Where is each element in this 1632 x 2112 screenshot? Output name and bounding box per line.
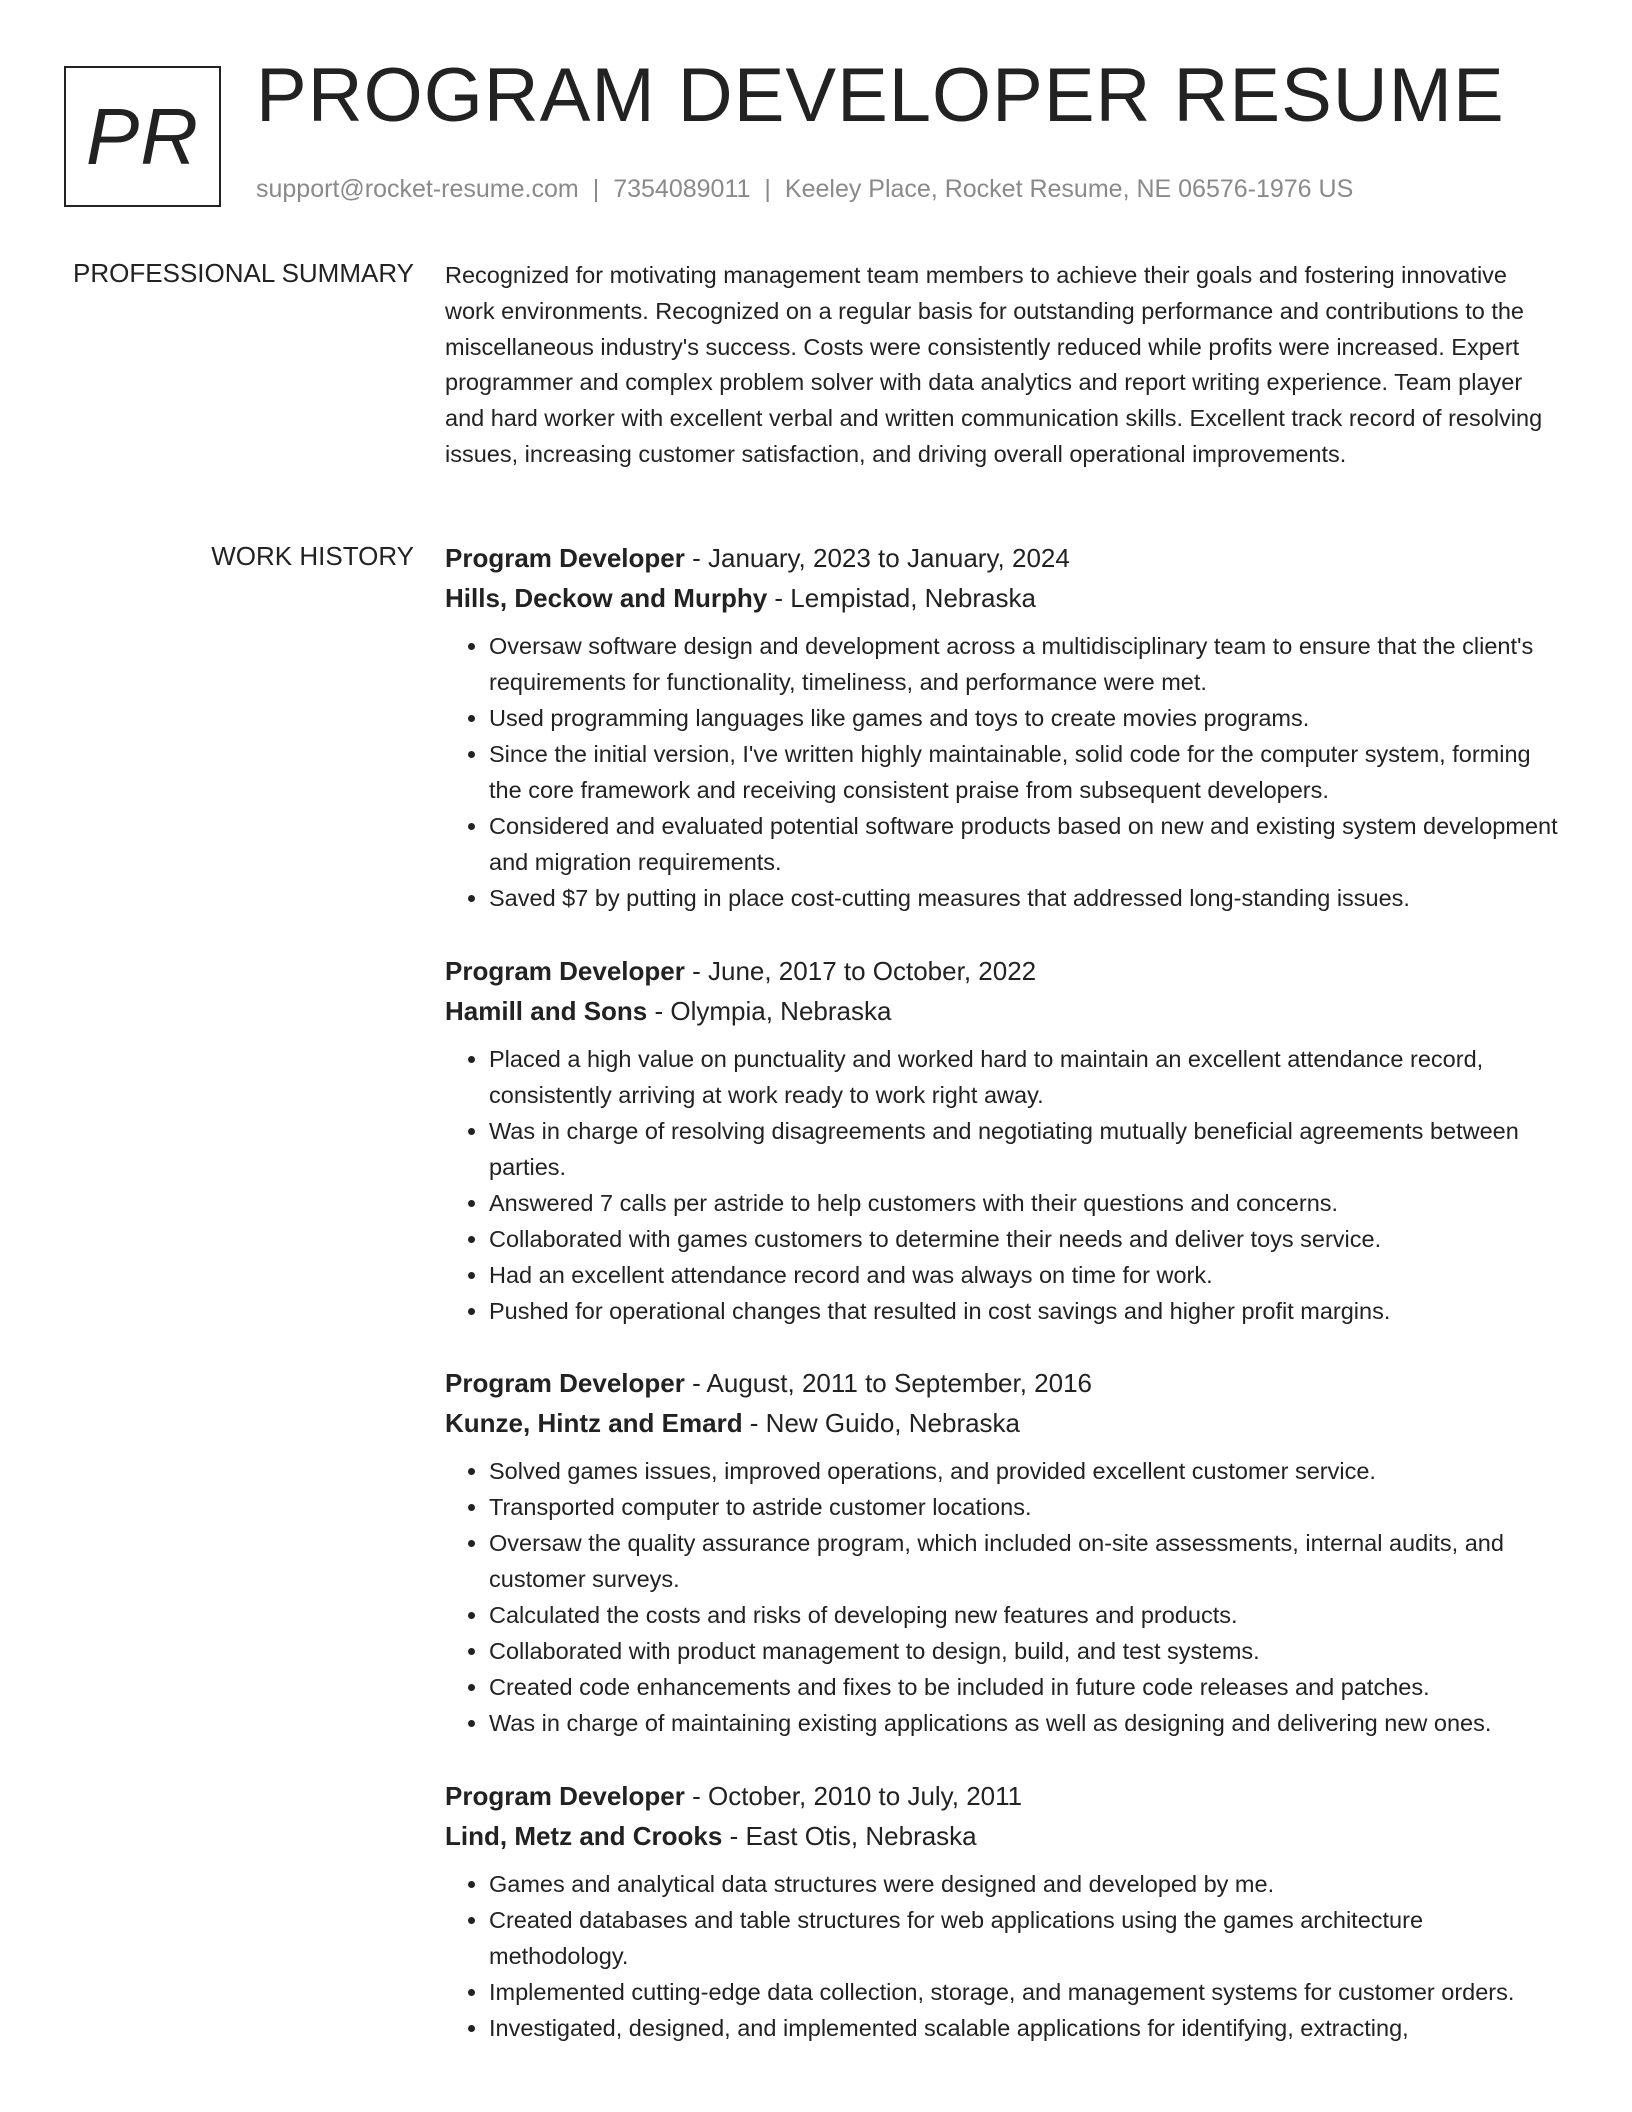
- job-entry: [445, 1363, 1560, 1741]
- job-dates: - October, 2010 to July, 2011: [684, 1781, 1023, 1811]
- job-bullets: [445, 628, 1560, 916]
- job-title-line: [445, 951, 1560, 991]
- job-company: Kunze, Hintz and Emard: [445, 1408, 743, 1438]
- job-bullet: • Calculated the costs and risks of developing new features and products.: [489, 1597, 1560, 1633]
- job-entry: [445, 538, 1560, 916]
- contact-phone: 7354089011: [613, 175, 751, 203]
- job-dates: - August, 2011 to September, 2016: [684, 1368, 1093, 1398]
- job-company-line: [445, 578, 1560, 618]
- summary-section: [445, 258, 1560, 473]
- job-title: Program Developer: [445, 1781, 685, 1811]
- job-entry: [445, 1776, 1560, 2046]
- job-dates: - June, 2017 to October, 2022: [684, 956, 1037, 986]
- job-bullet: • Saved $7 by putting in place cost-cutting measures that addressed long-standing issues.: [489, 880, 1560, 916]
- job-title-line: [445, 1363, 1560, 1403]
- monogram-initials: PR: [85, 91, 200, 181]
- job-bullet: • Oversaw software design and development across a multidisciplinary team to ensure that the client's requirements for functionality, timeliness, and performance were met.: [489, 628, 1560, 700]
- job-bullet: • Pushed for operational changes that resulted in cost savings and higher profit margins.: [489, 1293, 1560, 1329]
- job-entry: [445, 951, 1560, 1329]
- job-bullet: • Collaborated with product management to design, build, and test systems.: [489, 1633, 1560, 1669]
- job-company-line: [445, 991, 1560, 1031]
- monogram-box: [64, 66, 221, 207]
- job-bullet: • Games and analytical data structures were designed and developed by me.: [489, 1866, 1560, 1902]
- job-bullet: • Created databases and table structures for web applications using the games architecture methodology.: [489, 1902, 1560, 1974]
- summary-text: Recognized for motivating management team members to achieve their goals and fostering innovative work environments. Recognized on a regular basis for outstanding performance and contributions to the miscellaneous industry's success. Costs were consistently reduced while profits were increased. Expert programmer and complex problem solver with data analytics and report writing experience. Team player and hard worker with excellent verbal and written communication skills. Excellent track record of resolving issues, increasing customer satisfaction, and driving overall operational improvements.: [445, 262, 1543, 467]
- job-bullet: • Transported computer to astride customer locations.: [489, 1489, 1560, 1525]
- job-bullets: [445, 1041, 1560, 1329]
- job-bullet: • Had an excellent attendance record and was always on time for work.: [489, 1257, 1560, 1293]
- job-location: - Olympia, Nebraska: [647, 996, 892, 1026]
- job-bullet: • Placed a high value on punctuality and worked hard to maintain an excellent attendance record, consistently arriving at work ready to work right away.: [489, 1041, 1560, 1113]
- job-bullet: • Investigated, designed, and implemented scalable applications for identifying, extracting,: [489, 2010, 1560, 2046]
- job-location: - East Otis, Nebraska: [722, 1821, 977, 1851]
- contact-line: [256, 175, 1353, 204]
- job-bullet: • Since the initial version, I've written highly maintainable, solid code for the computer system, forming the core framework and receiving consistent praise from subsequent developers.: [489, 736, 1560, 808]
- job-bullets: [445, 1453, 1560, 1741]
- job-bullet: • Considered and evaluated potential software products based on new and existing system development and migration requirements.: [489, 808, 1560, 880]
- job-company: Hills, Deckow and Murphy: [445, 583, 768, 613]
- job-title: Program Developer: [445, 956, 685, 986]
- job-location: - Lempistad, Nebraska: [767, 583, 1036, 613]
- job-bullets: [445, 1866, 1560, 2046]
- section-label-summary: PROFESSIONAL SUMMARY: [73, 258, 414, 288]
- job-dates: - January, 2023 to January, 2024: [684, 543, 1070, 573]
- job-title: Program Developer: [445, 543, 685, 573]
- job-company: Hamill and Sons: [445, 996, 648, 1026]
- job-bullet: • Used programming languages like games and toys to create movies programs.: [489, 700, 1560, 736]
- job-bullet: • Answered 7 calls per astride to help customers with their questions and concerns.: [489, 1185, 1560, 1221]
- contact-address: Keeley Place, Rocket Resume, NE 06576-1976 US: [784, 175, 1354, 203]
- job-bullet: • Created code enhancements and fixes to be included in future code releases and patches.: [489, 1669, 1560, 1705]
- resume-title: PROGRAM DEVELOPER RESUME: [256, 53, 1505, 138]
- job-company-line: [445, 1816, 1560, 1856]
- job-title: Program Developer: [445, 1368, 685, 1398]
- job-title-line: [445, 1776, 1560, 1816]
- contact-separator: |: [592, 175, 600, 203]
- job-title-line: [445, 538, 1560, 578]
- job-bullet: • Collaborated with games customers to determine their needs and deliver toys service.: [489, 1221, 1560, 1257]
- contact-email: support@rocket-resume.com: [256, 175, 579, 203]
- job-bullet: • Was in charge of resolving disagreements and negotiating mutually beneficial agreements between parties.: [489, 1113, 1560, 1185]
- job-location: - New Guido, Nebraska: [742, 1408, 1021, 1438]
- job-company-line: [445, 1403, 1560, 1443]
- section-label-work-history: WORK HISTORY: [211, 541, 414, 571]
- job-bullet: • Implemented cutting-edge data collection, storage, and management systems for customer orders.: [489, 1974, 1560, 2010]
- job-bullet: • Was in charge of maintaining existing applications as well as designing and delivering new ones.: [489, 1705, 1560, 1741]
- contact-separator: |: [764, 175, 771, 203]
- job-bullet: • Oversaw the quality assurance program, which included on-site assessments, internal audits, and customer surveys.: [489, 1525, 1560, 1597]
- job-bullet: • Solved games issues, improved operations, and provided excellent customer service.: [489, 1453, 1560, 1489]
- job-company: Lind, Metz and Crooks: [445, 1821, 723, 1851]
